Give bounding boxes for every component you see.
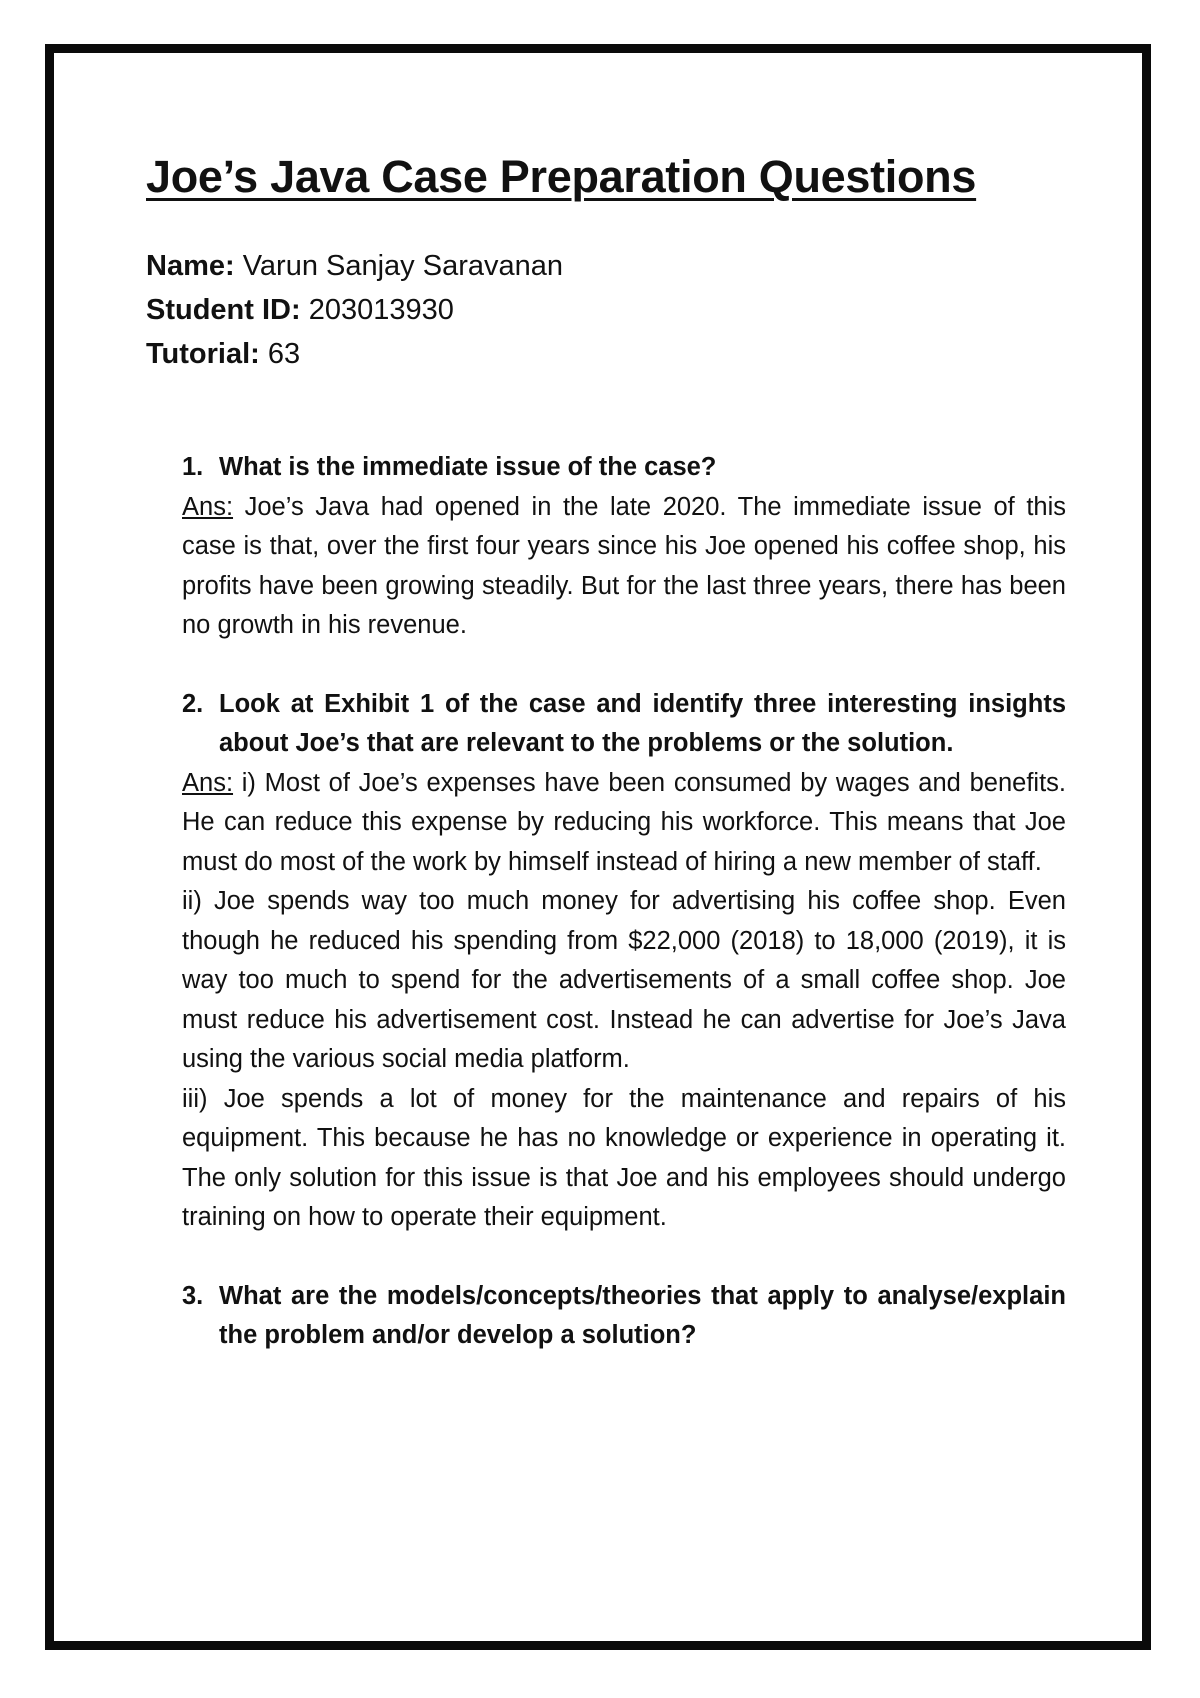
name-label: Name: — [146, 250, 235, 282]
student-id-line — [146, 288, 1066, 332]
page-title: Joe’s Java Case Preparation Questions — [146, 151, 977, 202]
answer-label: Ans: — [182, 492, 234, 521]
question-text: Look at Exhibit 1 of the case and identify three interesting insights about Joe’s that are relevant to the problems or the solution. — [219, 689, 1066, 757]
answer-text: Joe’s Java had opened in the late 2020. The immediate issue of this case is that, over the first four years since his Joe opened his coffee shop, his profits have been growing steadily. But for the last three years, there has been no growth in his revenue. — [182, 492, 1067, 639]
student-id-value: 203013930 — [308, 294, 454, 326]
question-1 — [146, 448, 1066, 646]
question-heading — [182, 1277, 1066, 1356]
name-value: Varun Sanjay Saravanan — [242, 250, 564, 282]
student-id-label: Student ID: — [146, 294, 301, 326]
answer-paragraph: ii) Joe spends way too much money for advertising his coffee shop. Even though he reduced his spending from $22,000 (2018) to 18,000 (2019), it is way too much to spend for the advertisements of a small coffee shop. Joe must reduce his advertisement cost. Instead he can advertise for Joe’s Java using the various social media platform. — [182, 887, 1066, 1073]
answer-paragraph — [182, 764, 1066, 883]
document-body — [146, 150, 1066, 1395]
question-3 — [146, 1277, 1066, 1356]
question-heading — [182, 685, 1066, 764]
question-text: What are the models/concepts/theories that apply to analyse/explain the problem and/or develop a solution? — [219, 1281, 1066, 1349]
answer-label: Ans: — [182, 768, 234, 797]
student-info — [146, 244, 1066, 376]
tutorial-value: 63 — [267, 338, 301, 370]
answer-block — [182, 488, 1066, 646]
answer-paragraph: iii) Joe spends a lot of money for the maintenance and repairs of his equipment. This because he has no knowledge or experience in operating it. The only solution for this issue is that Joe and his employees should undergo training on how to operate their equipment. — [182, 1084, 1066, 1231]
question-number: 2. — [182, 689, 204, 718]
answer-block — [182, 764, 1066, 1238]
answer-paragraph — [182, 488, 1066, 646]
question-2 — [146, 685, 1066, 1238]
tutorial-label: Tutorial: — [146, 338, 260, 370]
question-heading — [182, 448, 1066, 488]
tutorial-line — [146, 332, 1066, 376]
question-list — [146, 448, 1066, 1356]
question-number: 1. — [182, 453, 204, 481]
name-line — [146, 244, 1066, 288]
question-text: What is the immediate issue of the case? — [219, 453, 717, 481]
question-number: 3. — [182, 1281, 204, 1310]
answer-text: i) Most of Joe’s expenses have been consumed by wages and benefits. He can reduce this expense by reducing his workforce. This means that Joe must do most of the work by himself instead of hiring a new member of staff. — [182, 768, 1066, 876]
